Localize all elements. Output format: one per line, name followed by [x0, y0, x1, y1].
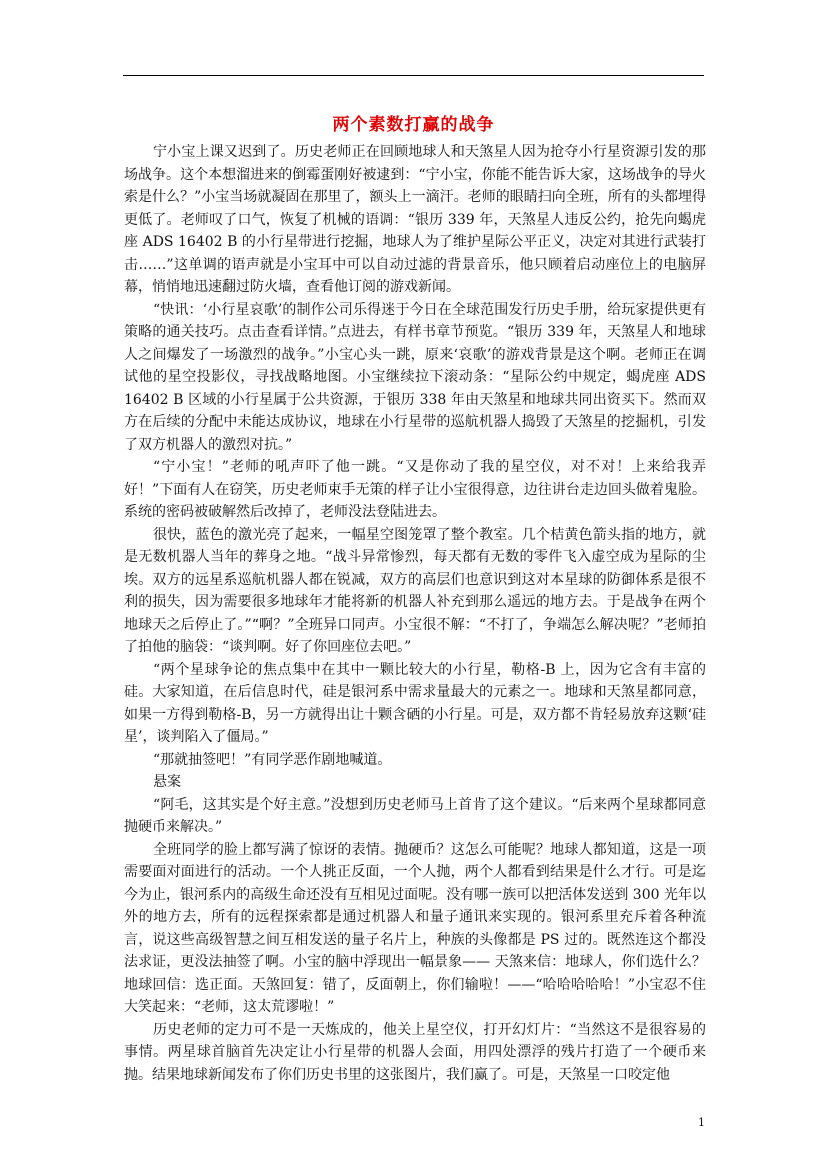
document-title: 两个素数打赢的战争	[332, 115, 495, 135]
paragraph: 很快，蓝色的激光亮了起来，一幅星空图笼罩了整个教室。几个桔黄色箭头指的地方，就是无数机器人当年的葬身之地。“战斗异常惨烈，每天都有无数的零件飞入虚空成为星际的尘埃。双方的远星系巡航机器人都在锐减，双方的高层们也意识到这对本星球的防御体系是很不利的损失，因为需要很多地球年才能将新的机器人补充到那么遥远的地方去。于是战争在两个地球天之后停止了。”“啊？”全班异口同声。小宝很不解：“不打了，争端怎么解决呢？”老师拍了拍他的脑袋：“谈判啊。好了你回座位去吧。”	[124, 526, 706, 655]
paragraph: “两个星球争论的焦点集中在其中一颗比较大的小行星，勒格-B 上，因为它含有丰富的硅。大家知道，在后信息时代，硅是银河系中需求量最大的元素之一。地球和天煞星都同意，如果一方得到勒格-B，另一方就得出让十颗含硒的小行星。可是，双方都不肯轻易放弃这颗‘硅星’，谈判陷入了僵局。”	[124, 661, 706, 745]
paragraph: 历史老师的定力可不是一天炼成的，他关上星空仪，打开幻灯片：“当然这不是很容易的事情。两星球首脑首先决定让小行星带的机器人会面，用四处漂浮的残片打造了一个硬币来抛。结果地球新闻发布了你们历史书里的这张图片，我们赢了。可是，天煞星一口咬定他	[124, 1021, 706, 1083]
paragraph: 全班同学的脸上都写满了惊讶的表情。抛硬币？这怎么可能呢？地球人都知道，这是一项需要面对面进行的活动。一个人挑正反面，一个人抛，两个人都看到结果是什么才行。可是迄今为止，银河系内的高级生命还没有互相见过面呢。没有哪一族可以把活体发送到 300 光年以外的地方去，所有的远程探索都是通过机器人和量子通讯来实现的。银河系里充斥着各种流言，说这些高级智慧之间互相发送的量子名片上，种族的头像都是 PS 过的。既然连这个都没法求证，更没法抽签了啊。小宝的脑中浮现出一幅景象—— 天煞来信：地球人，你们选什么？地球回信：选正面。天煞回复：错了，反面朝上，你们输啦！——“哈哈哈哈哈！”小宝忍不住大笑起来：“老师，这太荒谬啦！”	[124, 841, 706, 1015]
paragraph: “那就抽签吧！”有同学恶作剧地喊道。	[153, 751, 392, 768]
header-rule	[123, 75, 704, 76]
document-body	[124, 141, 706, 1086]
page-number: 1	[698, 1116, 705, 1129]
paragraph: “阿毛，这其实是个好主意。”没想到历史老师马上首肯了这个建议。“后来两个星球都同意抛硬币来解决。”	[124, 796, 706, 835]
paragraph: “宁小宝！”老师的吼声吓了他一跳。“又是你动了我的星空仪，对不对！上来给我弄好！”下面有人在窃笑，历史老师束手无策的样子让小宝很得意，边往讲台走边回头做着鬼脸。系统的密码被破解然后改掉了，老师没法登陆进去。	[124, 459, 706, 520]
paragraph: “快讯：‘小行星哀歌’的制作公司乐得迷于今日在全球范围发行历史手册，给玩家提供更有策略的通关技巧。点击查看详情。”点进去，有样书章节预览。“银历 339 年，天煞星人和地球人之间爆发了一场激烈的战争。”小宝心头一跳，原来‘哀歌’的游戏背景是这个啊。老师正在调试他的星空投影仪，寻找战略地图。小宝继续拉下滚动条：“星际公约中规定，蝎虎座 ADS 16402 B 区域的小行星属于公共资源，于银历 338 年由天煞星和地球共同出资买下。然而双方在后续的分配中未能达成协议，地球在小行星带的巡航机器人捣毁了天煞星的挖掘机，引发了双方机器人的激烈对抗。”	[124, 301, 706, 453]
paragraph: 宁小宝上课又迟到了。历史老师正在回顾地球人和天煞星人因为抢夺小行星资源引发的那场战争。这个本想溜进来的倒霉蛋刚好被逮到：“宁小宝，你能不能告诉大家，这场战争的导火索是什么？”小宝当场就凝固在那里了，额头上一滴汗。老师的眼睛扫向全班，所有的头都埋得更低了。老师叹了口气，恢复了机械的语调：“银历 339 年，天煞星人违反公约，抢先向蝎虎座 ADS 16402 B 的小行星带进行挖掘，地球人为了维护星际公平正义，决定对其进行武装打击……”这单调的语声就是小宝耳中可以自动过滤的背景音乐，他只顾着启动座位上的电脑屏幕，悄悄地迅速翻过防火墙，查看他订阅的游戏新闻。	[124, 144, 706, 295]
section-heading: 悬案	[153, 774, 181, 790]
